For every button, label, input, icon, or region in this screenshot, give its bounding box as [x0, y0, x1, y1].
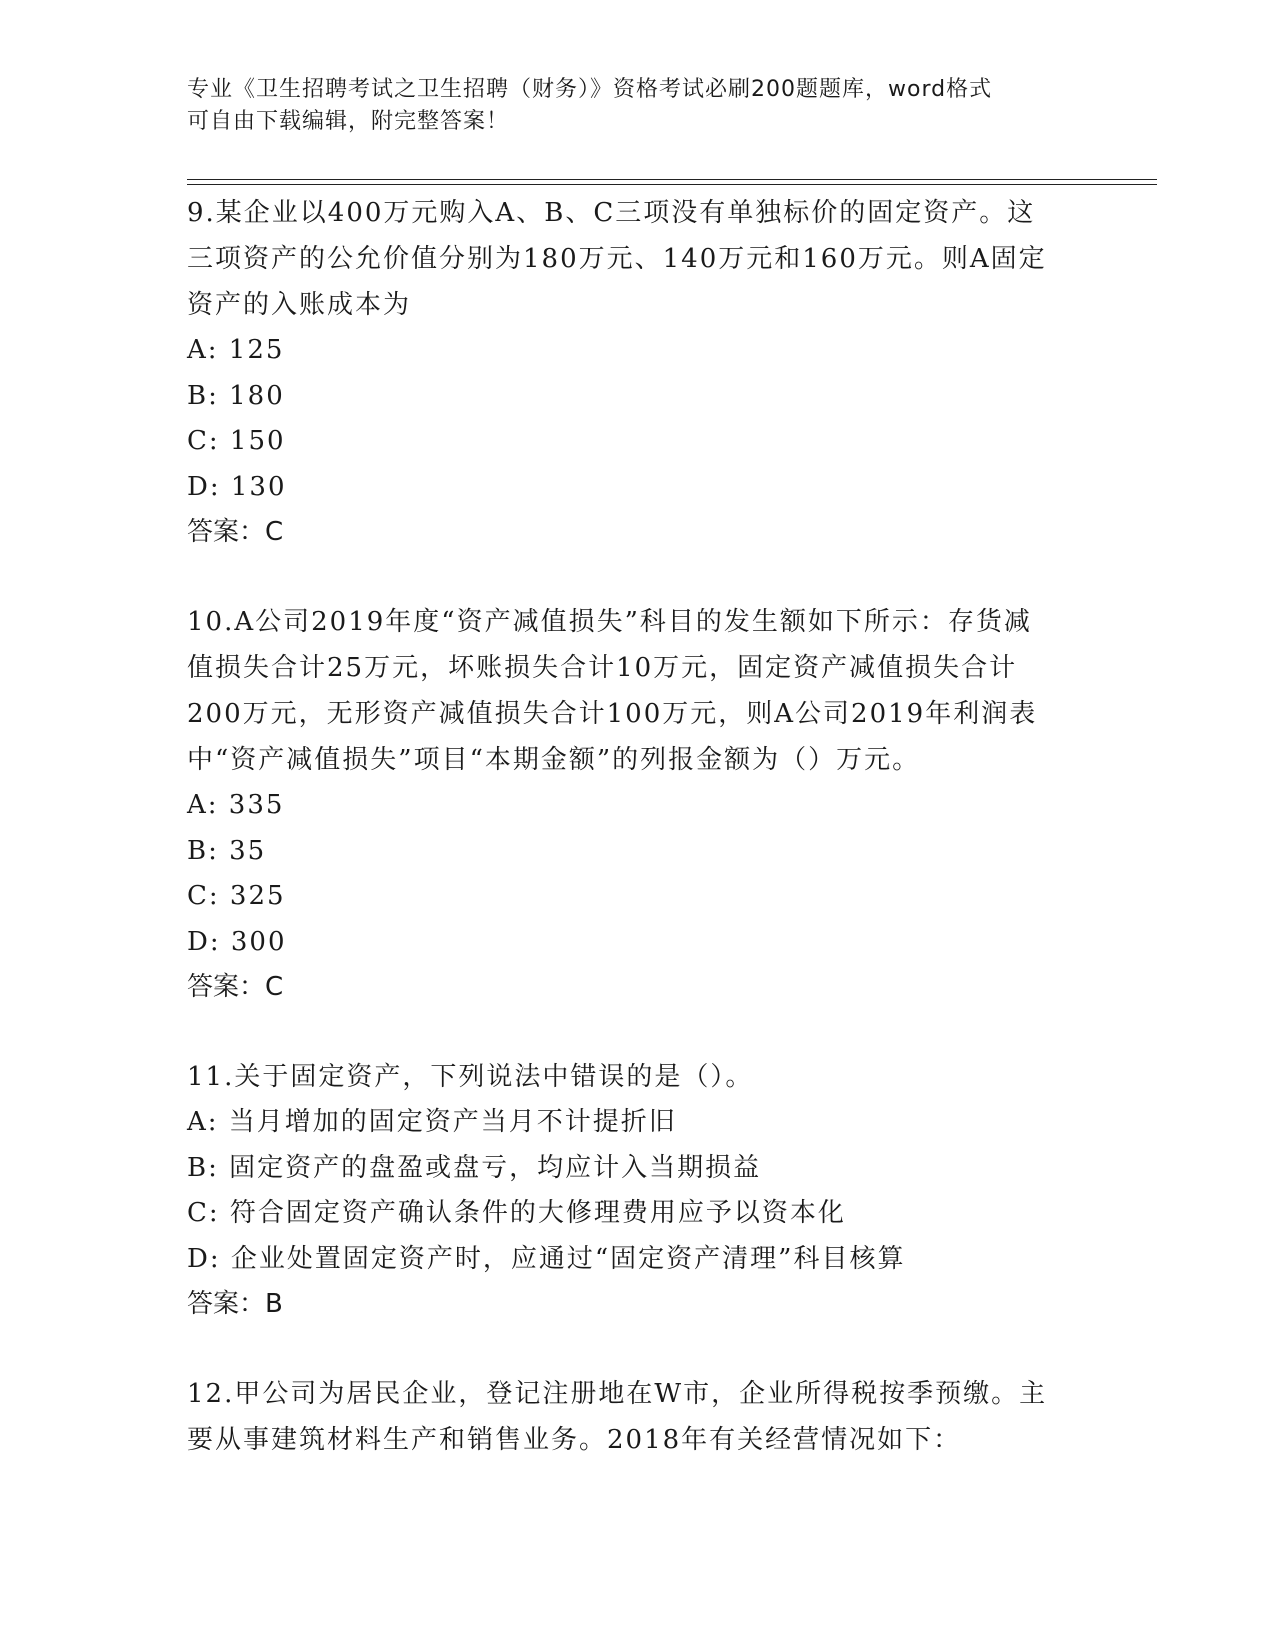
option-b: B: 固定资产的盘盈或盘亏，均应计入当期损益 [187, 1152, 762, 1183]
question-12 [187, 1371, 1087, 1463]
question-text-line: 中“资产减值损失”项目“本期金额”的列报金额为（）万元。 [187, 745, 921, 775]
question-text-line: 要从事建筑材料生产和销售业务。2018年有关经营情况如下： [187, 1425, 962, 1455]
question-text-line: 200万元，无形资产减值损失合计100万元，则A公司2019年利润表 [187, 699, 1038, 729]
option-a: A: 125 [187, 335, 285, 365]
question-9 [187, 190, 1087, 555]
question-text-line: 12.甲公司为居民企业，登记注册地在W市，企业所得税按季预缴。主 [187, 1379, 1048, 1409]
header-divider-bottom [187, 184, 1157, 185]
option-b: B: 35 [187, 835, 267, 866]
header-line-1: 专业《卫生招聘考试之卫生招聘（财务）》资格考试必刷200题题库，word格式 [187, 77, 993, 102]
answer: 答案：B [187, 1289, 283, 1319]
question-11 [187, 1054, 1087, 1327]
option-c: C: 符合固定资产确认条件的大修理费用应予以资本化 [187, 1198, 846, 1228]
answer: 答案：C [187, 972, 284, 1002]
option-d: D: 300 [187, 926, 287, 957]
option-b: B: 180 [187, 380, 285, 411]
option-a: A: 当月增加的固定资产当月不计提折旧 [187, 1107, 677, 1137]
question-list [187, 190, 1087, 1491]
option-d: D: 130 [187, 471, 287, 502]
option-c: C: 150 [187, 426, 286, 456]
option-c: C: 325 [187, 881, 286, 911]
header-divider-top [187, 179, 1157, 180]
option-a: A: 335 [187, 790, 285, 820]
question-text-line: 值损失合计25万元，坏账损失合计10万元，固定资产减值损失合计 [187, 653, 1018, 683]
header-line-2: 可自由下载编辑，附完整答案！ [187, 109, 510, 134]
question-text-line: 三项资产的公允价值分别为180万元、140万元和160万元。则A固定 [187, 244, 1047, 274]
question-text-line: 9.某企业以400万元购入A、B、C三项没有单独标价的固定资产。这 [187, 198, 1036, 228]
question-text-line: 11.关于固定资产，下列说法中错误的是（）。 [187, 1062, 754, 1092]
question-10 [187, 599, 1087, 1010]
answer: 答案：C [187, 517, 284, 547]
document-header [187, 74, 1067, 138]
question-text-line: 10.A公司2019年度“资产减值损失”科目的发生额如下所示：存货减 [187, 607, 1032, 637]
option-d: D: 企业处置固定资产时，应通过“固定资产清理”科目核算 [187, 1243, 906, 1274]
question-text-line: 资产的入账成本为 [187, 290, 412, 320]
